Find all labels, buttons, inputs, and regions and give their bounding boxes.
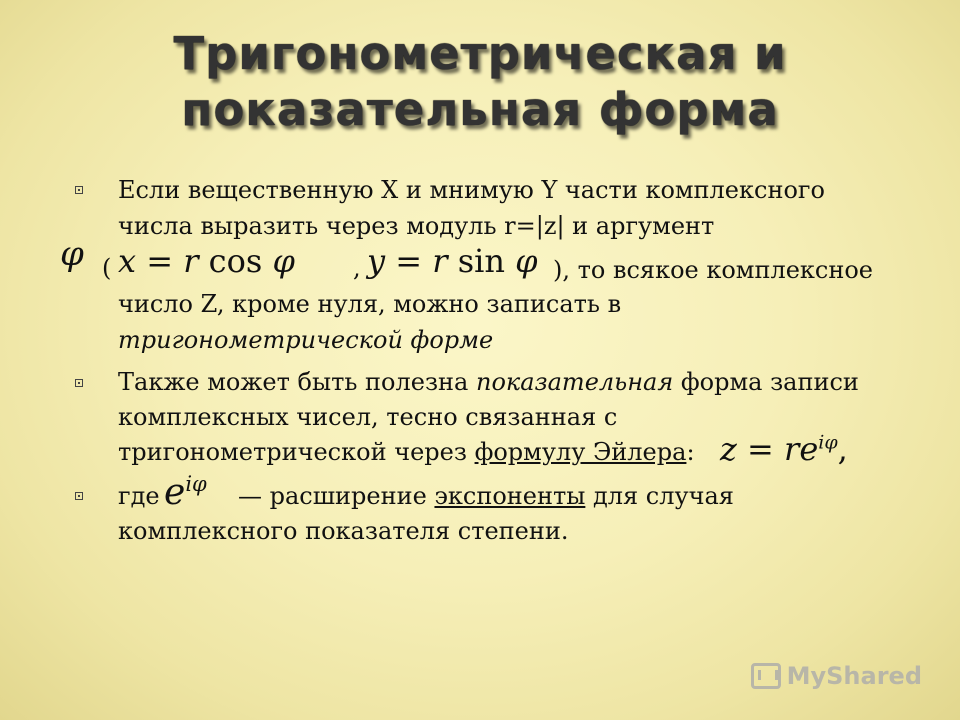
bullet-2-text-d: тригонометрической через — [118, 438, 475, 466]
bullet-3-text-b: — расширение — [238, 482, 435, 510]
exponent-link[interactable]: экспоненты — [434, 482, 586, 510]
bullet-2-colon: : — [686, 438, 695, 466]
formula-y-eq: y = r sin φ — [367, 242, 538, 280]
bullet-1-line-1: Если вещественную X и мнимую Y части комплексного — [118, 176, 825, 204]
bullet-marker-icon — [75, 379, 83, 387]
euler-comma: , — [837, 430, 848, 468]
formula-e-exp — [164, 472, 207, 513]
bullet-2-text-c: форма записи — [673, 368, 859, 396]
title-line-1: Тригонометрическая и — [173, 27, 787, 80]
slide-title — [0, 26, 960, 138]
bullet-2-line-1 — [118, 368, 859, 396]
bullet-1-paren-open: ( — [102, 254, 112, 282]
watermark — [751, 662, 922, 690]
bullet-1-line-5: тригонометрической форме — [118, 326, 494, 354]
bullet-2-text-a: Также может быть полезна — [118, 368, 476, 396]
bullet-marker-icon — [75, 492, 83, 500]
bullet-3-where: где — [118, 482, 160, 510]
bullet-1-line-3: ), то всякое комплексное — [553, 256, 874, 284]
formula-x-eq: x = r cos φ — [118, 242, 295, 280]
formula-euler — [720, 430, 848, 468]
title-line-2: показательная форма — [181, 83, 779, 136]
euler-base: z = re — [720, 430, 819, 468]
e-base: e — [164, 472, 186, 513]
bullet-2-line-3 — [118, 438, 695, 466]
bullet-3-line-1 — [238, 482, 734, 510]
euler-exponent: iφ — [818, 431, 838, 454]
euler-formula-link[interactable]: формулу Эйлера — [474, 438, 687, 466]
phi-symbol: φ — [60, 234, 84, 274]
e-exponent: iφ — [185, 472, 207, 496]
bullet-1-line-4: число Z, кроме нуля, можно записать в — [118, 290, 622, 318]
bullet-1-comma: , — [353, 254, 361, 282]
bullet-1-line-2: числа выразить через модуль r=|z| и аргумент — [118, 212, 715, 240]
bullet-3-text-c: для случая — [585, 482, 734, 510]
bullet-marker-icon — [75, 186, 83, 194]
myshared-logo-icon — [751, 663, 781, 689]
bullet-2-line-2: комплексных чисел, тесно связанная с — [118, 403, 618, 431]
bullet-2-emph: показательная — [475, 368, 674, 396]
watermark-text: MyShared — [786, 662, 922, 690]
bullet-3-line-2: комплексного показателя степени. — [118, 517, 569, 545]
